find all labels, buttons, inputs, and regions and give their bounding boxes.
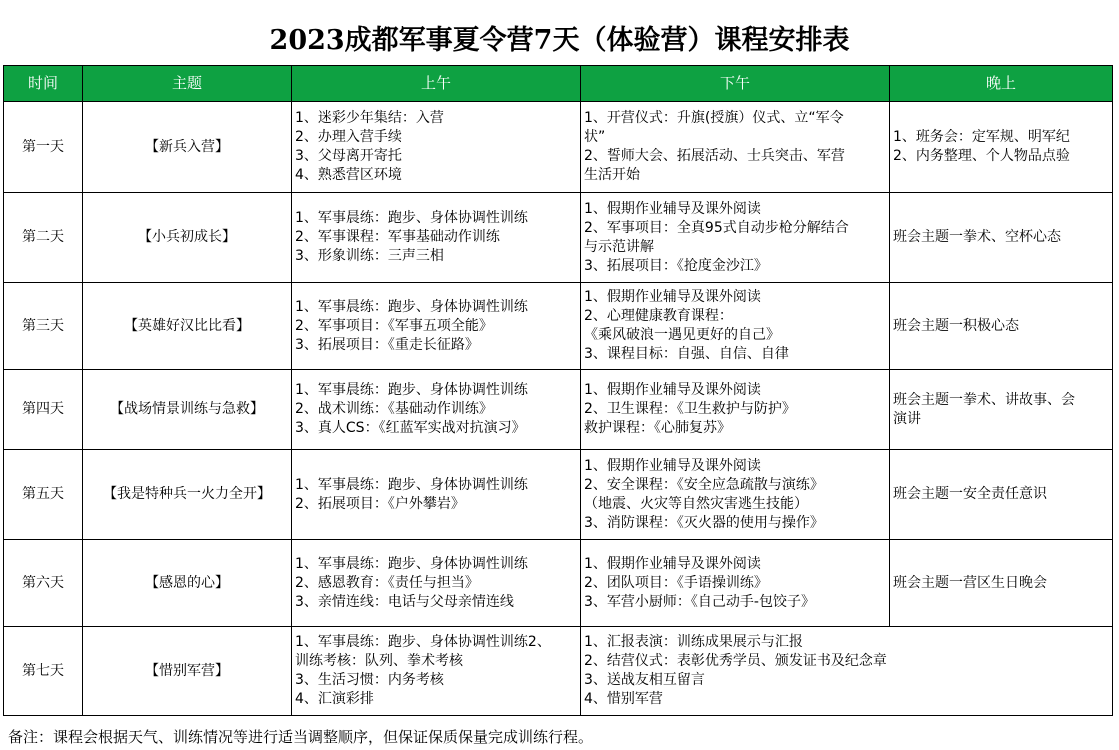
day-cell: 第六天: [4, 540, 83, 627]
evening-line: 2、内务整理、个人物品点验: [893, 148, 1070, 164]
morning-cell: [292, 540, 581, 627]
theme-cell: 【惜别军营】: [83, 627, 292, 716]
evening-line: 班会主题一拳术、空杯心态: [893, 229, 1061, 245]
afternoon-line: 3、课程目标：自强、自信、自律: [584, 346, 789, 362]
afternoon-line: 4、惜别军营: [584, 691, 663, 707]
morning-cell: [292, 193, 581, 283]
table-row: [4, 540, 1113, 627]
header-morning: 上午: [292, 66, 581, 102]
header-theme: 主题: [83, 66, 292, 102]
day-cell: 第一天: [4, 102, 83, 193]
morning-cell: [292, 627, 581, 716]
afternoon-line: 1、开营仪式：升旗(授旗）仪式、立“军令: [584, 110, 844, 126]
schedule-table: [3, 65, 1113, 716]
afternoon-line: 2、安全课程：《安全应急疏散与演练》: [584, 476, 824, 493]
day-cell: 第三天: [4, 283, 83, 370]
afternoon-line: 救护课程：《心肺复苏》: [584, 420, 731, 436]
day-cell: 第二天: [4, 193, 83, 283]
afternoon-cell: [581, 540, 890, 627]
morning-line: 1、军事晨练：跑步、身体协调性训练2、: [295, 634, 551, 650]
morning-line: 4、熟悉营区环境: [295, 167, 402, 183]
evening-line: 1、班务会：定军规、明军纪: [893, 129, 1070, 145]
morning-line: 1、军事晨练：跑步、身体协调性训练: [295, 210, 528, 226]
afternoon-line: 1、假期作业辅导及课外阅读: [584, 457, 761, 474]
afternoon-line: 1、假期作业辅导及课外阅读: [584, 289, 761, 305]
morning-line: 1、军事晨练：跑步、身体协调性训练: [295, 476, 528, 493]
evening-cell: [890, 193, 1113, 283]
evening-cell: [890, 283, 1113, 370]
morning-cell: [292, 370, 581, 450]
evening-line: 班会主题一积极心态: [893, 317, 1019, 334]
morning-line: 1、军事晨练：跑步、身体协调性训练: [295, 382, 528, 398]
table-row: [4, 627, 1113, 716]
table-row: [4, 102, 1113, 193]
evening-line: 演讲: [893, 410, 921, 427]
afternoon-line: 3、消防课程：《灭火器的使用与操作》: [584, 514, 824, 531]
evening-cell: [890, 540, 1113, 627]
morning-line: 3、形象训练：三声三相: [295, 248, 444, 264]
table-header-row: [4, 66, 1113, 102]
morning-line: 1、迷彩少年集结：入营: [295, 110, 444, 126]
header-time: 时间: [4, 66, 83, 102]
day-cell: 第五天: [4, 450, 83, 540]
theme-cell: 【小兵初成长】: [83, 193, 292, 283]
evening-line: 班会主题一安全责任意识: [893, 486, 1047, 502]
morning-line: 4、汇演彩排: [295, 691, 374, 707]
morning-line: 2、拓展项目：《户外攀岩》: [295, 495, 465, 512]
evening-line: 班会主题一拳术、讲故事、会: [893, 391, 1075, 408]
afternoon-cell: [581, 193, 890, 283]
evening-line: 班会主题一营区生日晚会: [893, 574, 1047, 591]
table-row: [4, 283, 1113, 370]
day-cell: 第七天: [4, 627, 83, 716]
afternoon-line: 2、卫生课程：《卫生救护与防护》: [584, 401, 796, 417]
afternoon-line: 与示范讲解: [584, 238, 654, 255]
afternoon-line: 《乘风破浪一遇见更好的自己》: [584, 327, 780, 343]
morning-line: 2、战术训练：《基础动作训练》: [295, 401, 493, 417]
morning-line: 2、军事项目：《军事五项全能》: [295, 317, 493, 334]
theme-cell: 【英雄好汉比比看】: [83, 283, 292, 370]
afternoon-evening-cell: [581, 627, 1113, 716]
table-row: [4, 450, 1113, 540]
header-afternoon: 下午: [581, 66, 890, 102]
morning-line: 3、亲情连线：电话与父母亲情连线: [295, 593, 514, 610]
afternoon-cell: [581, 370, 890, 450]
afternoon-cell: [581, 283, 890, 370]
header-evening: 晚上: [890, 66, 1113, 102]
morning-cell: [292, 102, 581, 193]
afternoon-line: 2、团队项目：《手语操训练》: [584, 574, 768, 591]
afternoon-line: 1、假期作业辅导及课外阅读: [584, 555, 761, 572]
morning-line: 2、办理入营手续: [295, 129, 402, 145]
table-row: [4, 370, 1113, 450]
theme-cell: 【新兵入营】: [83, 102, 292, 193]
afternoon-line: 1、假期作业辅导及课外阅读: [584, 382, 761, 398]
day-cell: 第四天: [4, 370, 83, 450]
morning-line: 3、父母离开寄托: [295, 148, 402, 164]
afternoon-cell: [581, 102, 890, 193]
evening-cell: [890, 370, 1113, 450]
morning-line: 3、拓展项目：《重走长征路》: [295, 336, 479, 353]
afternoon-line: 2、结营仪式：表彰优秀学员、颁发证书及纪念章: [584, 653, 887, 669]
afternoon-line: 2、心理健康教育课程：: [584, 308, 733, 324]
morning-line: 2、军事课程：军事基础动作训练: [295, 229, 500, 245]
footnote: 备注：课程会根据天气、训练情况等进行适当调整顺序，但保证保质保量完成训练行程。: [8, 728, 594, 746]
afternoon-line: 3、拓展项目：《抢度金沙江》: [584, 257, 768, 274]
table-row: [4, 193, 1113, 283]
afternoon-line: 2、军事项目：全真95式自动步枪分解结合: [584, 219, 849, 236]
morning-line: 训练考核：队列、拳术考核: [295, 653, 463, 669]
theme-cell: 【战场情景训练与急救】: [83, 370, 292, 450]
morning-cell: [292, 450, 581, 540]
afternoon-line: 生活开始: [584, 167, 640, 183]
afternoon-line: 1、假期作业辅导及课外阅读: [584, 200, 761, 217]
morning-cell: [292, 283, 581, 370]
morning-line: 2、感恩教育：《责任与担当》: [295, 574, 479, 591]
afternoon-line: （地震、火灾等自然灾害逃生技能）: [584, 495, 808, 512]
afternoon-line: 2、誓师大会、拓展活动、士兵突击、军营: [584, 148, 845, 164]
morning-line: 3、真人CS：《红蓝军实战对抗演习》: [295, 420, 526, 436]
afternoon-line: 状”: [584, 129, 606, 145]
evening-cell: [890, 450, 1113, 540]
morning-line: 1、军事晨练：跑步、身体协调性训练: [295, 298, 528, 315]
afternoon-line: 1、汇报表演：训练成果展示与汇报: [584, 634, 803, 650]
afternoon-line: 3、军营小厨师：《自己动手-包饺子》: [584, 593, 815, 610]
page-title: 2023成都军事夏令营7天（体验营）课程安排表: [269, 25, 850, 56]
evening-cell: [890, 102, 1113, 193]
theme-cell: 【我是特种兵一火力全开】: [83, 450, 292, 540]
morning-line: 1、军事晨练：跑步、身体协调性训练: [295, 555, 528, 572]
afternoon-cell: [581, 450, 890, 540]
morning-line: 3、生活习惯：内务考核: [295, 672, 444, 688]
theme-cell: 【感恩的心】: [83, 540, 292, 627]
afternoon-line: 3、送战友相互留言: [584, 672, 705, 688]
